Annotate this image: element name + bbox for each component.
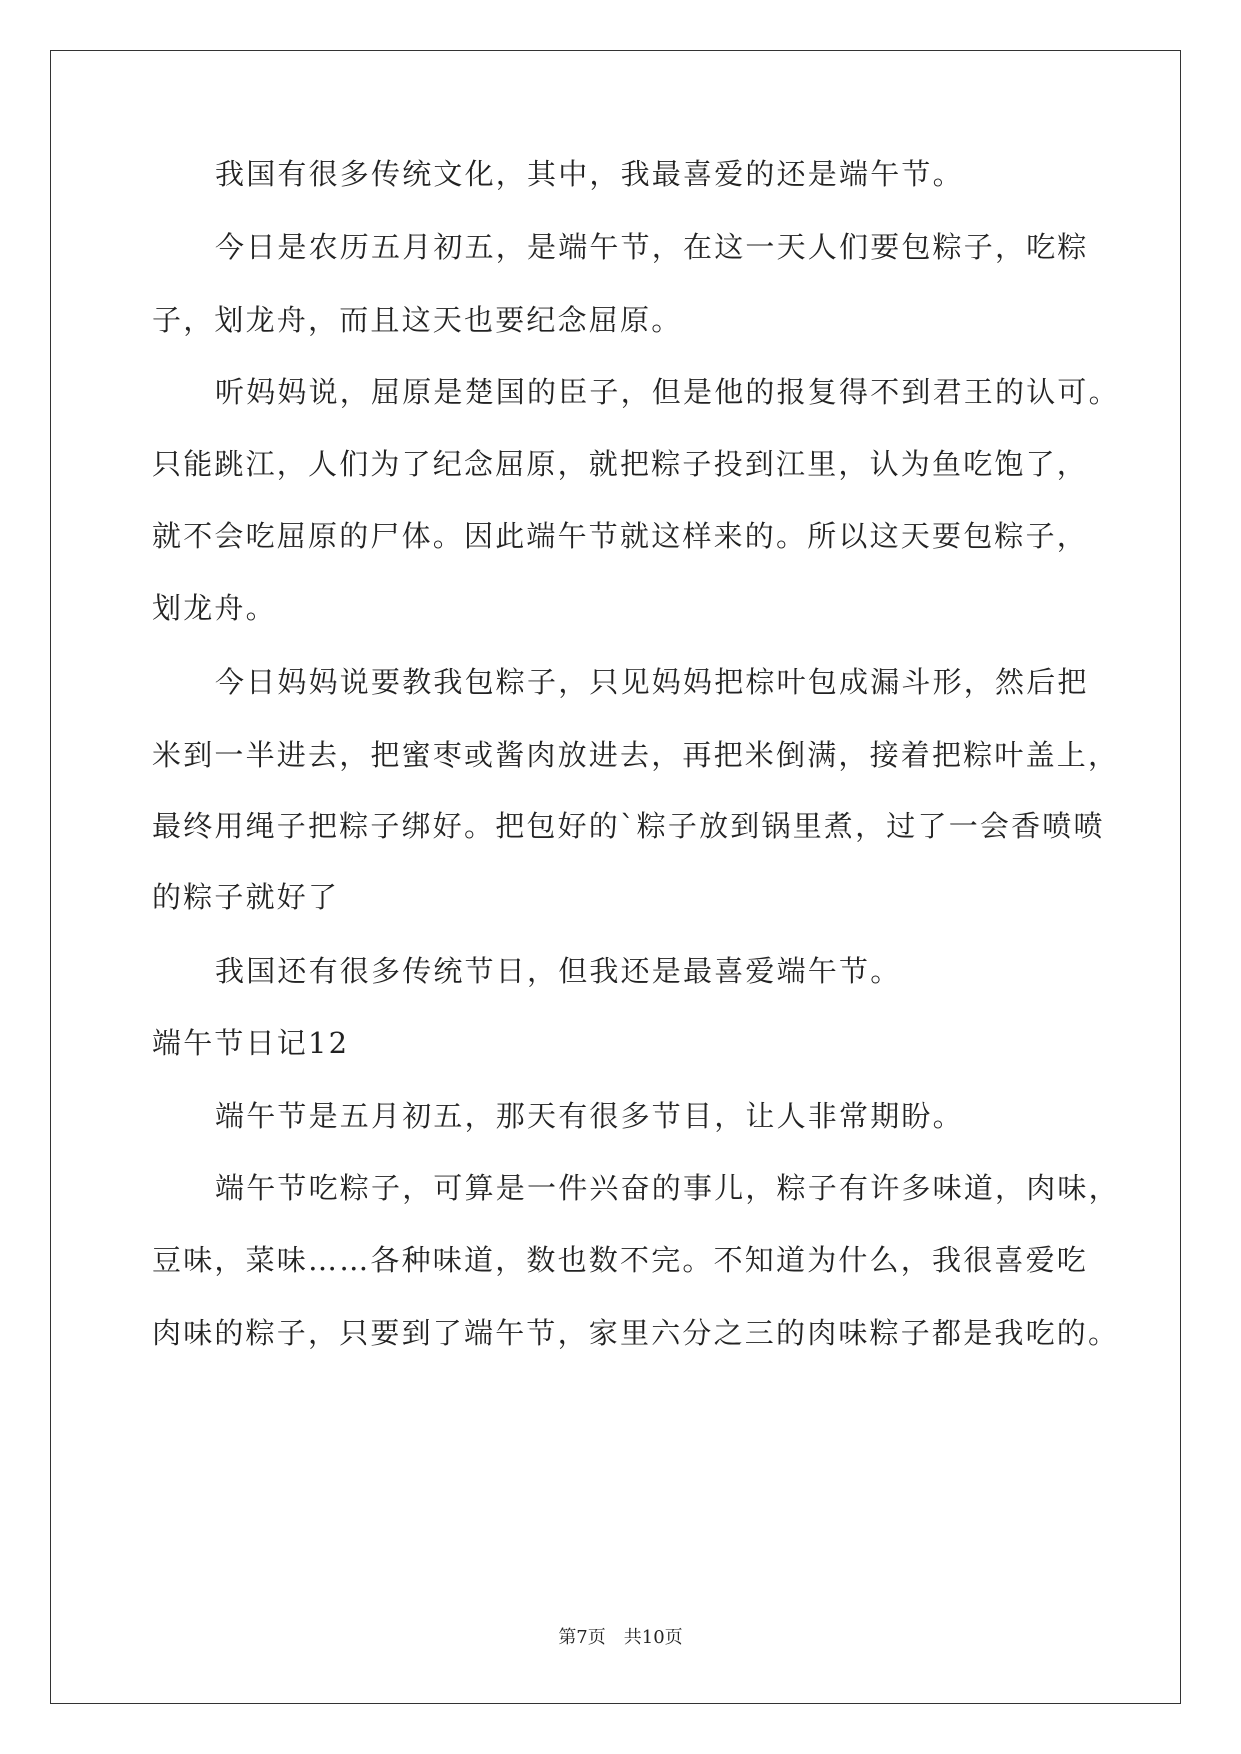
page-total: 共10页 xyxy=(623,1627,683,1648)
paragraph-line: 我国有很多传统文化，其中，我最喜爱的还是端午节。 xyxy=(215,157,964,191)
paragraph-line: 端午节是五月初五，那天有很多节目，让人非常期盼。 xyxy=(215,1099,964,1133)
paragraph-line: 肉味的粽子，只要到了端午节，家里六分之三的肉味粽子都是我吃的。 xyxy=(152,1316,1120,1350)
paragraph-line: 端午节吃粽子，可算是一件兴奋的事儿，粽子有许多味道，肉味， xyxy=(215,1171,1120,1205)
paragraph-line: 豆味，菜味……各种味道，数也数不完。不知道为什么，我很喜爱吃 xyxy=(152,1243,1089,1277)
paragraph-line: 最终用绳子把粽子绑好。把包好的`粽子放到锅里煮，过了一会香喷喷 xyxy=(152,809,1105,843)
section-heading: 端午节日记12 xyxy=(152,1026,350,1060)
paragraph-line: 米到一半进去，把蜜枣或酱肉放进去，再把米倒满，接着把粽叶盖上， xyxy=(152,738,1120,772)
paragraph-line: 划龙舟。 xyxy=(152,591,277,625)
page-footer xyxy=(0,1626,1241,1650)
paragraph-line: 我国还有很多传统节日，但我还是最喜爱端午节。 xyxy=(215,954,902,988)
paragraph-line: 今日妈妈说要教我包粽子，只见妈妈把棕叶包成漏斗形，然后把 xyxy=(215,665,1089,699)
paragraph-line: 的粽子就好了 xyxy=(152,880,340,914)
paragraph-line: 子，划龙舟，而且这天也要纪念屈原。 xyxy=(152,303,683,337)
paragraph-line: 就不会吃屈原的尸体。因此端午节就这样来的。所以这天要包粽子， xyxy=(152,519,1089,553)
page-number: 第7页 xyxy=(558,1627,606,1648)
paragraph-line: 今日是农历五月初五，是端午节，在这一天人们要包粽子，吃粽 xyxy=(215,230,1089,264)
paragraph-line: 听妈妈说，屈原是楚国的臣子，但是他的报复得不到君王的认可。 xyxy=(215,375,1120,409)
paragraph-line: 只能跳江，人们为了纪念屈原，就把粽子投到江里，认为鱼吃饱了， xyxy=(152,447,1089,481)
